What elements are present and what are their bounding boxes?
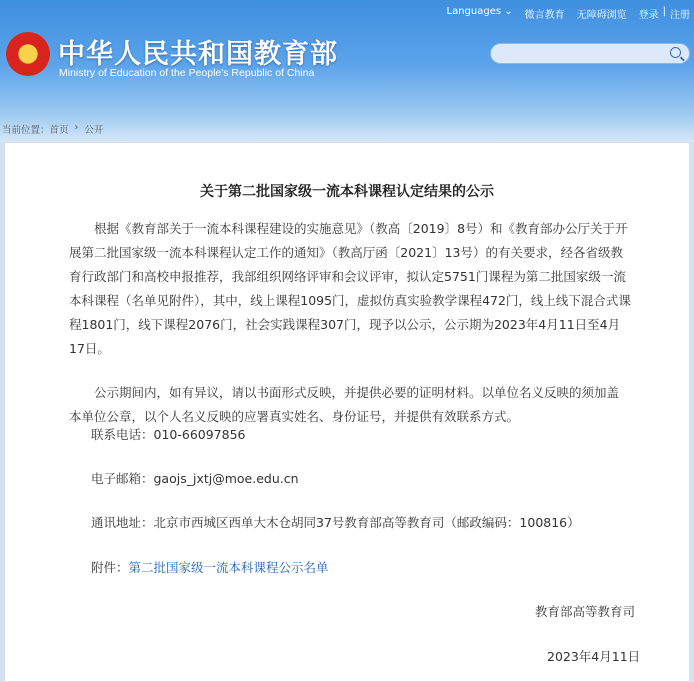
article-body xyxy=(69,217,631,449)
contact-email: 电子邮箱：gaojs_jxtj@moe.edu.cn xyxy=(91,471,299,486)
site-name[interactable]: 中华人民共和国教育部 xyxy=(58,39,338,70)
search-input[interactable] xyxy=(490,43,690,64)
attachment-link[interactable]: 第二批国家级一流本科课程公示名单 xyxy=(128,560,329,575)
login-link[interactable]: 登录 xyxy=(638,10,659,21)
article-paragraph: 公示期间内，如有异议，请以书面形式反映，并提供必要的证明材料。以单位名义反映的须加盖本单位公章，以个人名义反映的应署真实姓名、身份证号，并提供有效联系方式。 xyxy=(69,385,620,424)
top-nav xyxy=(447,6,691,21)
signature: 教育部高等教育司 xyxy=(535,604,636,619)
attachment xyxy=(91,558,329,576)
search-icon[interactable] xyxy=(670,47,681,58)
article-title: 关于第二批国家级一流本科课程认定结果的公示 xyxy=(200,184,494,200)
weiyan-link[interactable]: 微言教育 xyxy=(524,10,565,21)
breadcrumb-home[interactable]: 首页 xyxy=(49,125,69,136)
publish-date: 2023年4月11日 xyxy=(547,649,641,664)
article-panel xyxy=(4,142,690,682)
breadcrumb xyxy=(2,122,103,136)
contact-address: 通讯地址：北京市西城区西单大木仓胡同37号教育部高等教育司（邮政编码：100816） xyxy=(91,515,580,530)
site-name-en: Ministry of Education of the People's Republic of China xyxy=(59,67,315,79)
register-link[interactable]: 注册 xyxy=(670,10,690,21)
accessibility-link[interactable]: 无障碍浏览 xyxy=(576,10,627,21)
nav-divider: | xyxy=(662,6,666,17)
contact-phone: 联系电话：010-66097856 xyxy=(91,427,246,442)
breadcrumb-public[interactable]: 公开 xyxy=(84,125,104,136)
site-header xyxy=(0,0,694,142)
national-emblem-logo xyxy=(6,32,50,76)
breadcrumb-separator: › xyxy=(74,122,79,133)
attachment-label: 附件： xyxy=(91,560,129,575)
breadcrumb-label: 当前位置： xyxy=(2,125,50,136)
article-paragraph: 根据《教育部关于一流本科课程建设的实施意见》（教高〔2019〕8号）和《教育部办公厅关于开展第二批国家级一流本科课程认定工作的通知》（教高厅函〔2021〕13号）的有关要求，经各省级教育行政部门和高校申报推荐，我部组织网络评审和会议评审，拟认定5751门课程为第二批国家级一流本科课程（名单见附件），其中，线上课程1095门，虚拟仿真实验教学课程472门，线上线下混合式课程1801门，线下课程2076门，社会实践课程307门，现予以公示，公示期为2023年4月11日至4月17日。 xyxy=(69,221,631,356)
languages-menu[interactable]: Languages ⌄ xyxy=(446,6,513,17)
